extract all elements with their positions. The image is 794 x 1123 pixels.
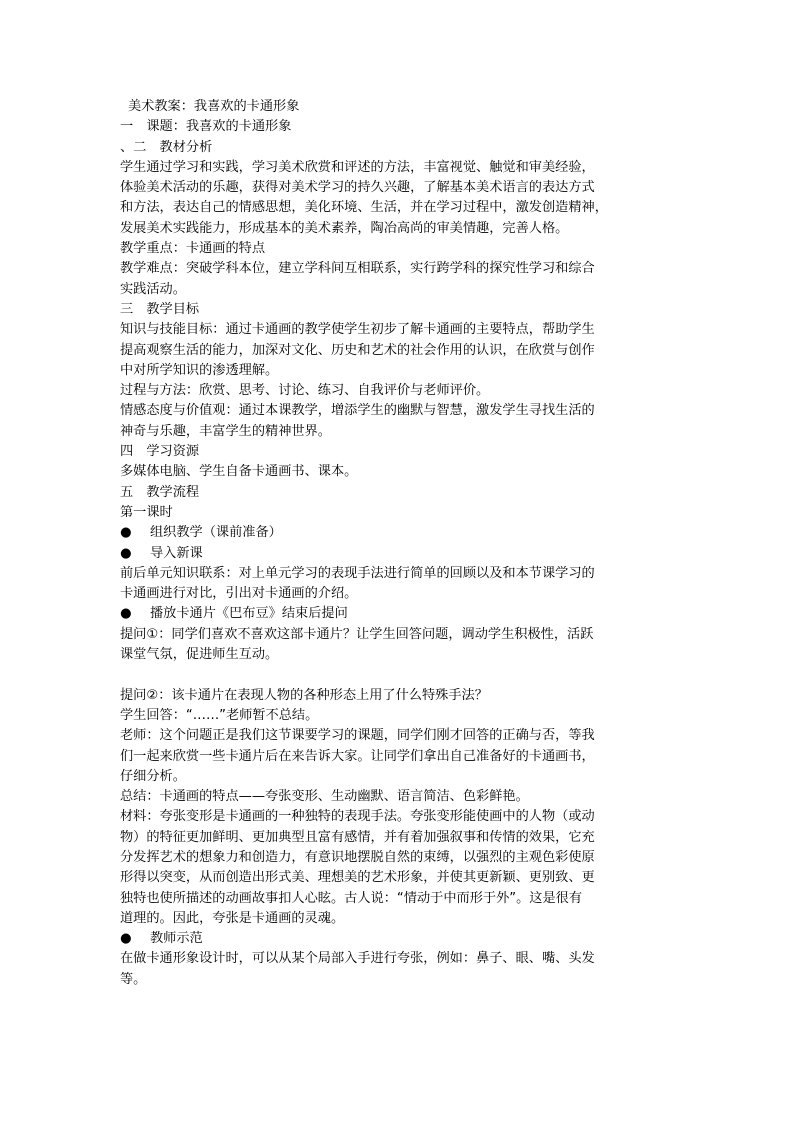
paragraph-line: 课堂气氛，促进师生互动。 bbox=[120, 647, 279, 663]
paragraph-line: 老师：这个问题正是我们这节课要学习的课题，同学们刚才回答的正确与否，等我 bbox=[120, 728, 595, 744]
paragraph-line: 形得以突变，从而创造出形式美、理想美的艺术形象，并使其更新颖、更别致、更 bbox=[120, 870, 595, 886]
bullet-icon: ● bbox=[120, 545, 132, 561]
section-heading-4: 四 学习资源 bbox=[120, 444, 200, 460]
goal-line: 提高观察生活的能力，加深对文化、历史和艺术的社会作用的认识，在欣赏与创作 bbox=[120, 342, 595, 358]
resources-line: 多媒体电脑、学生自备卡通画书、课本。 bbox=[120, 464, 358, 480]
paragraph-line: 等。 bbox=[120, 971, 147, 987]
paragraph-line: 提问①：同学们喜欢不喜欢这部卡通片？让学生回答问题，调动学生积极性，活跃 bbox=[120, 626, 594, 642]
bullet-item bbox=[120, 604, 680, 624]
paragraph-line: 发展美术实践能力，形成基本的美术素养，陶冶高尚的审美情趣，完善人格。 bbox=[120, 220, 569, 236]
paragraph-line: 卡通画进行对比，引出对卡通画的介绍。 bbox=[120, 586, 358, 602]
bullet-item bbox=[120, 544, 680, 564]
paragraph-line: 前后单元知识联系：对上单元学习的表现手法进行简单的回顾以及和本节课学习的 bbox=[120, 565, 595, 581]
section-heading-2: 、二 教材分析 bbox=[120, 139, 213, 155]
bullet-item bbox=[120, 929, 680, 949]
bullet-text: 教师示范 bbox=[150, 931, 203, 947]
paragraph-line: 独特也使所描述的动画故事扣人心眩。古人说：“情动于中而形于外”。这是很有 bbox=[120, 890, 583, 906]
blank-line bbox=[120, 665, 680, 685]
paragraph-line: 提问②：该卡通片在表现人物的各种形态上用了什么特殊手法？ bbox=[120, 687, 488, 703]
goal-line: 中对所学知识的渗透理解。 bbox=[120, 362, 279, 378]
document-body bbox=[120, 97, 680, 990]
bullet-icon: ● bbox=[120, 931, 132, 947]
paragraph-line: 材料：夸张变形是卡通画的一种独特的表现手法。夸张变形能使画中的人物（或动 bbox=[120, 809, 595, 825]
goal-line: 知识与技能目标：通过卡通画的教学使学生初步了解卡通画的主要特点，帮助学生 bbox=[120, 322, 595, 338]
bullet-icon: ● bbox=[120, 606, 132, 622]
key-point: 教学重点：卡通画的特点 bbox=[120, 241, 266, 257]
document-title: 美术教案：我喜欢的卡通形象 bbox=[128, 99, 300, 114]
goal-line: 情感态度与价值观：通过本课教学，增添学生的幽默与智慧，激发学生寻找生活的 bbox=[120, 403, 595, 419]
goal-line: 神奇与乐趣，丰富学生的精神世界。 bbox=[120, 423, 331, 439]
paragraph-line: 们一起来欣赏一些卡通片后在来告诉大家。让同学们拿出自己准备好的卡通画书， bbox=[120, 748, 595, 764]
paragraph-line: 分发挥艺术的想象力和创造力，有意识地摆脱自然的束缚，以强烈的主观色彩使原 bbox=[120, 849, 595, 865]
paragraph-line: 道理的。因此，夸张是卡通画的灵魂。 bbox=[120, 910, 345, 926]
bullet-item bbox=[120, 523, 680, 543]
section-heading-3: 三 教学目标 bbox=[120, 301, 200, 317]
paragraph-line: 物）的特征更加鲜明、更加典型且富有感情，并有着加强叙事和传情的效果，它充 bbox=[120, 829, 595, 845]
paragraph-line: 体验美术活动的乐趣，获得对美术学习的持久兴趣，了解基本美术语言的表达方式 bbox=[120, 180, 595, 196]
goal-line: 过程与方法：欣赏、思考、讨论、练习、自我评价与老师评价。 bbox=[120, 383, 490, 399]
bullet-text: 播放卡通片《巴布豆》结束后提问 bbox=[150, 606, 348, 622]
bullet-text: 组织教学（课前准备） bbox=[150, 525, 282, 541]
lesson-heading: 第一课时 bbox=[120, 504, 173, 520]
bullet-icon: ● bbox=[120, 525, 132, 541]
paragraph-line: 学生通过学习和实践，学习美术欣赏和评述的方法，丰富视觉、触觉和审美经验， bbox=[120, 159, 595, 175]
difficulty-line: 实践活动。 bbox=[120, 281, 186, 297]
bullet-text: 导入新课 bbox=[150, 545, 203, 561]
paragraph-line: 在做卡通形象设计时，可以从某个局部入手进行夸张，例如：鼻子、眼、嘴、头发 bbox=[120, 951, 595, 967]
paragraph-line: 学生回答：“……”老师暂不总结。 bbox=[120, 707, 319, 723]
section-heading-1: 一 课题：我喜欢的卡通形象 bbox=[120, 119, 292, 135]
section-heading-5: 五 教学流程 bbox=[120, 484, 200, 500]
paragraph-line: 仔细分析。 bbox=[120, 768, 186, 784]
difficulty-line: 教学难点：突破学科本位，建立学科间互相联系，实行跨学科的探究性学习和综合 bbox=[120, 261, 595, 277]
paragraph-line: 和方法，表达自己的情感思想，美化环境、生活，并在学习过程中，激发创造精神， bbox=[120, 200, 608, 216]
paragraph-line: 总结：卡通画的特点——夸张变形、生动幽默、语言简洁、色彩鲜艳。 bbox=[120, 789, 529, 805]
